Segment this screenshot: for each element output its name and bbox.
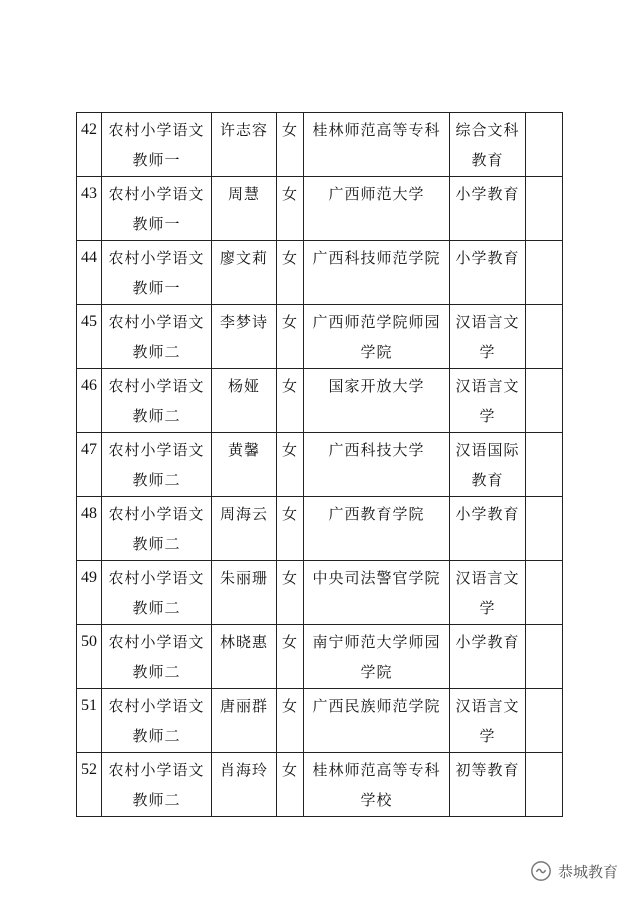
table-row [77, 689, 563, 753]
gender-cell-text: 女 [281, 249, 298, 267]
row-number-text: 46 [81, 377, 97, 394]
row-number-text: 52 [81, 761, 97, 778]
position-cell [102, 305, 212, 369]
name-cell [212, 177, 277, 241]
position-cell-text: 农村小学语文 教师二 [108, 697, 205, 745]
school-cell-text: 广西科技师范学院 [312, 249, 441, 267]
gender-cell [277, 305, 304, 369]
row-number-text: 51 [81, 697, 97, 714]
position-cell [102, 433, 212, 497]
gender-cell-text: 女 [281, 697, 298, 715]
name-cell-text: 肖海玲 [219, 761, 268, 779]
position-cell [102, 241, 212, 305]
note-cell-text [526, 625, 562, 627]
major-cell [450, 433, 526, 497]
table-row [77, 241, 563, 305]
position-cell [102, 561, 212, 625]
row-number [77, 241, 102, 305]
table-row [77, 433, 563, 497]
school-cell-text: 广西师范大学 [328, 185, 425, 203]
note-cell [526, 561, 563, 625]
name-cell [212, 625, 277, 689]
name-cell-text: 廖文莉 [219, 249, 268, 267]
row-number-text: 45 [81, 313, 97, 330]
school-cell [304, 753, 450, 817]
school-cell-text: 中央司法警官学院 [312, 569, 441, 587]
position-cell [102, 369, 212, 433]
school-cell-text: 国家开放大学 [328, 377, 425, 395]
major-cell-text: 小学教育 [455, 249, 520, 267]
gender-cell [277, 241, 304, 305]
name-cell-text: 林晓惠 [219, 633, 268, 651]
major-cell [450, 689, 526, 753]
row-number [77, 625, 102, 689]
row-number-text: 44 [81, 249, 97, 266]
major-cell [450, 561, 526, 625]
name-cell-text: 朱丽珊 [219, 569, 268, 587]
name-cell-text: 唐丽群 [219, 697, 268, 715]
row-number [77, 369, 102, 433]
row-number [77, 561, 102, 625]
position-cell-text: 农村小学语文 教师二 [108, 569, 205, 617]
name-cell [212, 689, 277, 753]
row-number-text: 42 [81, 121, 97, 138]
note-cell [526, 753, 563, 817]
major-cell [450, 177, 526, 241]
note-cell [526, 369, 563, 433]
major-cell [450, 369, 526, 433]
note-cell-text [526, 241, 562, 243]
major-cell-text: 汉语言文 学 [455, 377, 520, 425]
row-number [77, 177, 102, 241]
note-cell-text [526, 305, 562, 307]
note-cell-text [526, 369, 562, 371]
school-cell-text: 广西民族师范学院 [312, 697, 441, 715]
gender-cell [277, 625, 304, 689]
row-number-text: 48 [81, 505, 97, 522]
major-cell-text: 小学教育 [455, 185, 520, 203]
gender-cell-text: 女 [281, 313, 298, 331]
note-cell [526, 433, 563, 497]
major-cell [450, 497, 526, 561]
watermark-text: 恭城教育 [557, 862, 618, 881]
row-number [77, 689, 102, 753]
note-cell [526, 625, 563, 689]
position-cell-text: 农村小学语文 教师一 [108, 185, 205, 233]
note-cell-text [526, 753, 562, 755]
school-cell-text: 南宁师范大学师园 学院 [312, 633, 441, 681]
note-cell [526, 241, 563, 305]
row-number [77, 113, 102, 177]
school-cell [304, 497, 450, 561]
table-row [77, 625, 563, 689]
row-number [77, 753, 102, 817]
gender-cell-text: 女 [281, 569, 298, 587]
gender-cell-text: 女 [281, 441, 298, 459]
position-cell-text: 农村小学语文 教师一 [108, 249, 205, 297]
name-cell [212, 241, 277, 305]
note-cell [526, 305, 563, 369]
gender-cell [277, 433, 304, 497]
table-row [77, 177, 563, 241]
name-cell [212, 433, 277, 497]
school-cell [304, 305, 450, 369]
school-cell [304, 369, 450, 433]
watermark [530, 860, 618, 882]
table-row [77, 113, 563, 177]
name-cell [212, 369, 277, 433]
school-cell-text: 广西教育学院 [328, 505, 425, 523]
major-cell [450, 305, 526, 369]
major-cell [450, 241, 526, 305]
name-cell [212, 497, 277, 561]
table-row [77, 497, 563, 561]
note-cell-text [526, 433, 562, 435]
major-cell-text: 汉语国际 教育 [455, 441, 520, 489]
gender-cell-text: 女 [281, 121, 298, 139]
major-cell-text: 小学教育 [455, 633, 520, 651]
gender-cell-text: 女 [281, 761, 298, 779]
school-cell-text: 桂林师范高等专科 [312, 121, 441, 139]
note-cell-text [526, 113, 562, 115]
position-cell-text: 农村小学语文 教师二 [108, 505, 205, 553]
roster-table [76, 112, 563, 817]
position-cell [102, 177, 212, 241]
table-row [77, 305, 563, 369]
row-number [77, 305, 102, 369]
school-cell-text: 广西科技大学 [328, 441, 425, 459]
note-cell-text [526, 497, 562, 499]
major-cell-text: 初等教育 [455, 761, 520, 779]
row-number [77, 433, 102, 497]
table-row [77, 753, 563, 817]
school-cell [304, 241, 450, 305]
note-cell [526, 689, 563, 753]
gender-cell [277, 689, 304, 753]
gender-cell-text: 女 [281, 633, 298, 651]
major-cell-text: 汉语言文 学 [455, 569, 520, 617]
school-cell-text: 桂林师范高等专科 学校 [312, 761, 441, 809]
position-cell [102, 625, 212, 689]
table-row [77, 369, 563, 433]
name-cell-text: 黄馨 [227, 441, 260, 459]
gender-cell [277, 113, 304, 177]
position-cell-text: 农村小学语文 教师二 [108, 313, 205, 361]
name-cell-text: 周海云 [219, 505, 268, 523]
gender-cell [277, 177, 304, 241]
major-cell [450, 753, 526, 817]
name-cell-text: 周慧 [227, 185, 260, 203]
name-cell-text: 李梦诗 [219, 313, 268, 331]
gender-cell [277, 561, 304, 625]
gender-cell [277, 369, 304, 433]
major-cell-text: 小学教育 [455, 505, 520, 523]
row-number-text: 47 [81, 441, 97, 458]
major-cell [450, 113, 526, 177]
name-cell [212, 305, 277, 369]
note-cell [526, 497, 563, 561]
row-number-text: 49 [81, 569, 97, 586]
major-cell [450, 625, 526, 689]
name-cell [212, 113, 277, 177]
name-cell [212, 753, 277, 817]
position-cell-text: 农村小学语文 教师二 [108, 633, 205, 681]
major-cell-text: 汉语言文 学 [455, 313, 520, 361]
gender-cell-text: 女 [281, 377, 298, 395]
table-row [77, 561, 563, 625]
note-cell-text [526, 177, 562, 179]
school-cell [304, 177, 450, 241]
position-cell [102, 497, 212, 561]
note-cell [526, 113, 563, 177]
school-cell [304, 689, 450, 753]
wechat-channel-icon [530, 860, 552, 882]
gender-cell [277, 497, 304, 561]
school-cell [304, 113, 450, 177]
gender-cell-text: 女 [281, 505, 298, 523]
note-cell-text [526, 689, 562, 691]
row-number [77, 497, 102, 561]
position-cell-text: 农村小学语文 教师二 [108, 761, 205, 809]
position-cell-text: 农村小学语文 教师二 [108, 441, 205, 489]
school-cell [304, 561, 450, 625]
position-cell [102, 113, 212, 177]
row-number-text: 50 [81, 633, 97, 650]
name-cell-text: 许志容 [219, 121, 268, 139]
position-cell-text: 农村小学语文 教师二 [108, 377, 205, 425]
major-cell-text: 汉语言文 学 [455, 697, 520, 745]
position-cell-text: 农村小学语文 教师一 [108, 121, 205, 169]
row-number-text: 43 [81, 185, 97, 202]
position-cell [102, 689, 212, 753]
gender-cell-text: 女 [281, 185, 298, 203]
school-cell [304, 433, 450, 497]
gender-cell [277, 753, 304, 817]
note-cell-text [526, 561, 562, 563]
major-cell-text: 综合文科 教育 [455, 121, 520, 169]
school-cell [304, 625, 450, 689]
school-cell-text: 广西师范学院师园 学院 [312, 313, 441, 361]
note-cell [526, 177, 563, 241]
position-cell [102, 753, 212, 817]
name-cell [212, 561, 277, 625]
name-cell-text: 杨娅 [227, 377, 260, 395]
